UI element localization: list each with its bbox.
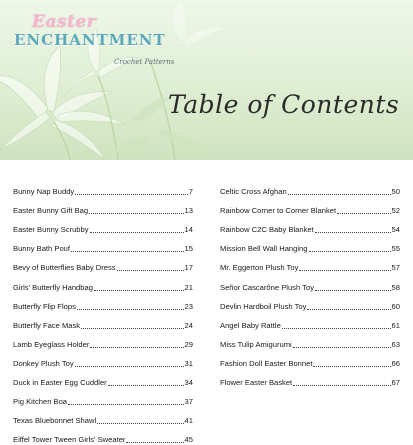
dot-leader xyxy=(282,327,391,329)
dot-leader xyxy=(293,346,391,348)
toc-entry-page: 37 xyxy=(184,397,193,407)
toc-entry-title: Miss Tulip Amigurumi xyxy=(220,339,292,349)
toc-entry[interactable] xyxy=(220,197,400,216)
dot-leader xyxy=(288,193,391,195)
toc-entry-title: Eiffel Tower Tween Girls' Sweater xyxy=(13,435,126,445)
toc-entry-page: 15 xyxy=(184,244,193,254)
toc-entry-page: 54 xyxy=(391,225,400,235)
toc-entry-title: Bevy of Butterflies Baby Dress xyxy=(13,263,116,273)
toc-entry[interactable] xyxy=(220,350,400,369)
toc-entry-title: Celtic Cross Afghan xyxy=(220,187,287,197)
toc-entry[interactable] xyxy=(220,216,400,235)
toc-entry[interactable] xyxy=(13,216,193,235)
dot-leader xyxy=(81,327,183,329)
toc-entry-title: Rainbow Corner to Corner Blanket xyxy=(220,206,337,216)
dot-leader xyxy=(299,269,390,271)
toc-entry-page: 24 xyxy=(184,320,193,330)
toc-entry-page: 34 xyxy=(184,378,193,388)
dot-leader xyxy=(89,212,183,214)
toc-entry-title: Butterfly Face Mask xyxy=(13,320,81,330)
toc-entry-title: Bunny Nap Buddy xyxy=(13,187,75,197)
toc-entry-page: 50 xyxy=(391,187,400,197)
toc-entry-page: 58 xyxy=(391,282,400,292)
toc-entry-page: 61 xyxy=(391,320,400,330)
dot-leader xyxy=(307,308,390,310)
toc-entry[interactable] xyxy=(13,369,193,388)
dot-leader xyxy=(108,384,184,386)
toc-entry-title: Pig Kitchen Boa xyxy=(13,397,68,407)
dot-leader xyxy=(126,441,183,443)
toc-entry[interactable] xyxy=(220,178,400,197)
toc-entry-page: 17 xyxy=(184,263,193,273)
toc-entry[interactable] xyxy=(220,273,400,292)
toc-entry-title: Mr. Eggerton Plush Toy xyxy=(220,263,299,273)
toc-entry-page: 41 xyxy=(184,416,193,426)
toc-entry[interactable] xyxy=(13,235,193,254)
toc-entry[interactable] xyxy=(13,331,193,350)
toc-entry-page: 7 xyxy=(188,187,193,197)
dot-leader xyxy=(71,250,184,252)
dot-leader xyxy=(293,384,390,386)
toc-entry-title: Bunny Bath Pouf xyxy=(13,244,70,254)
toc-entry-page: 31 xyxy=(184,358,193,368)
toc-column-right xyxy=(220,178,400,388)
dot-leader xyxy=(90,231,184,233)
toc-entry[interactable] xyxy=(220,369,400,388)
toc-entry-page: 55 xyxy=(391,244,400,254)
toc-entry-page: 60 xyxy=(391,301,400,311)
toc-entry-title: Texas Bluebonnet Shawl xyxy=(13,416,97,426)
page-title: Table of Contents xyxy=(168,90,400,119)
toc-entry-title: Señor Cascarône Plush Toy xyxy=(220,282,314,292)
toc-entry-page: 29 xyxy=(184,339,193,349)
toc-entry-title: Devlin Hardboil Plush Toy xyxy=(220,301,307,311)
dot-leader xyxy=(97,422,183,424)
toc-entry-title: Lamb Eyeglass Holder xyxy=(13,339,90,349)
toc-entry[interactable] xyxy=(13,254,193,273)
toc-entry[interactable] xyxy=(13,350,193,369)
dot-leader xyxy=(90,346,183,348)
toc-entry-title: Duck in Easter Egg Cuddler xyxy=(13,378,107,388)
toc-entry-title: Donkey Plush Toy xyxy=(13,358,74,368)
toc-entry[interactable] xyxy=(13,388,193,407)
toc-entry-page: 67 xyxy=(391,378,400,388)
header-banner xyxy=(0,0,413,160)
dot-leader xyxy=(309,250,391,252)
toc-entry-title: Easter Bunny Scrubby xyxy=(13,225,89,235)
dot-leader xyxy=(94,289,184,291)
dot-leader xyxy=(117,269,184,271)
toc-entry[interactable] xyxy=(13,197,193,216)
toc-entry-page: 63 xyxy=(391,339,400,349)
toc-entry[interactable] xyxy=(220,235,400,254)
toc-entry[interactable] xyxy=(13,312,193,331)
dot-leader xyxy=(315,231,391,233)
toc-entry[interactable] xyxy=(13,407,193,426)
toc-entry-title: Girls' Butterfly Handbag xyxy=(13,282,93,292)
toc-entry-title: Easter Bunny Gift Bag xyxy=(13,206,89,216)
dot-leader xyxy=(77,308,184,310)
easter-enchantment-logo xyxy=(14,12,175,66)
toc-entry-title: Butterfly Flip Flops xyxy=(13,301,76,311)
toc-entry[interactable] xyxy=(220,293,400,312)
dot-leader xyxy=(315,289,391,291)
toc-entry[interactable] xyxy=(220,254,400,273)
toc-entry[interactable] xyxy=(220,312,400,331)
toc-entry[interactable] xyxy=(220,331,400,350)
toc-entry[interactable] xyxy=(13,273,193,292)
toc-entry-title: Angel Baby Rattle xyxy=(220,320,281,330)
logo-line3: Crochet Patterns xyxy=(114,58,175,66)
toc-entry[interactable] xyxy=(13,178,193,197)
logo-line2: ENCHANTMENT xyxy=(14,31,166,49)
dot-leader xyxy=(337,212,390,214)
toc-column-left xyxy=(13,178,193,445)
dot-leader xyxy=(75,193,188,195)
toc-entry-page: 21 xyxy=(184,282,193,292)
toc-entry-page: 66 xyxy=(391,358,400,368)
logo-line1: Easter xyxy=(32,12,97,32)
toc-entry-title: Fashion Doll Easter Bonnet xyxy=(220,358,313,368)
toc-entry[interactable] xyxy=(13,426,193,445)
dot-leader xyxy=(75,365,184,367)
toc-entry-page: 52 xyxy=(391,206,400,216)
toc-entry-page: 23 xyxy=(184,301,193,311)
dot-leader xyxy=(68,403,184,405)
dot-leader xyxy=(313,365,390,367)
toc-entry-page: 45 xyxy=(184,435,193,445)
toc-entry-page: 13 xyxy=(184,206,193,216)
toc-entry-title: Flower Easter Basket xyxy=(220,378,293,388)
toc-entry-title: Rainbow C2C Baby Blanket xyxy=(220,225,314,235)
toc-entry-page: 57 xyxy=(391,263,400,273)
toc-entry-title: Mission Bell Wall Hanging xyxy=(220,244,308,254)
toc-entry[interactable] xyxy=(13,293,193,312)
toc-entry-page: 14 xyxy=(184,225,193,235)
